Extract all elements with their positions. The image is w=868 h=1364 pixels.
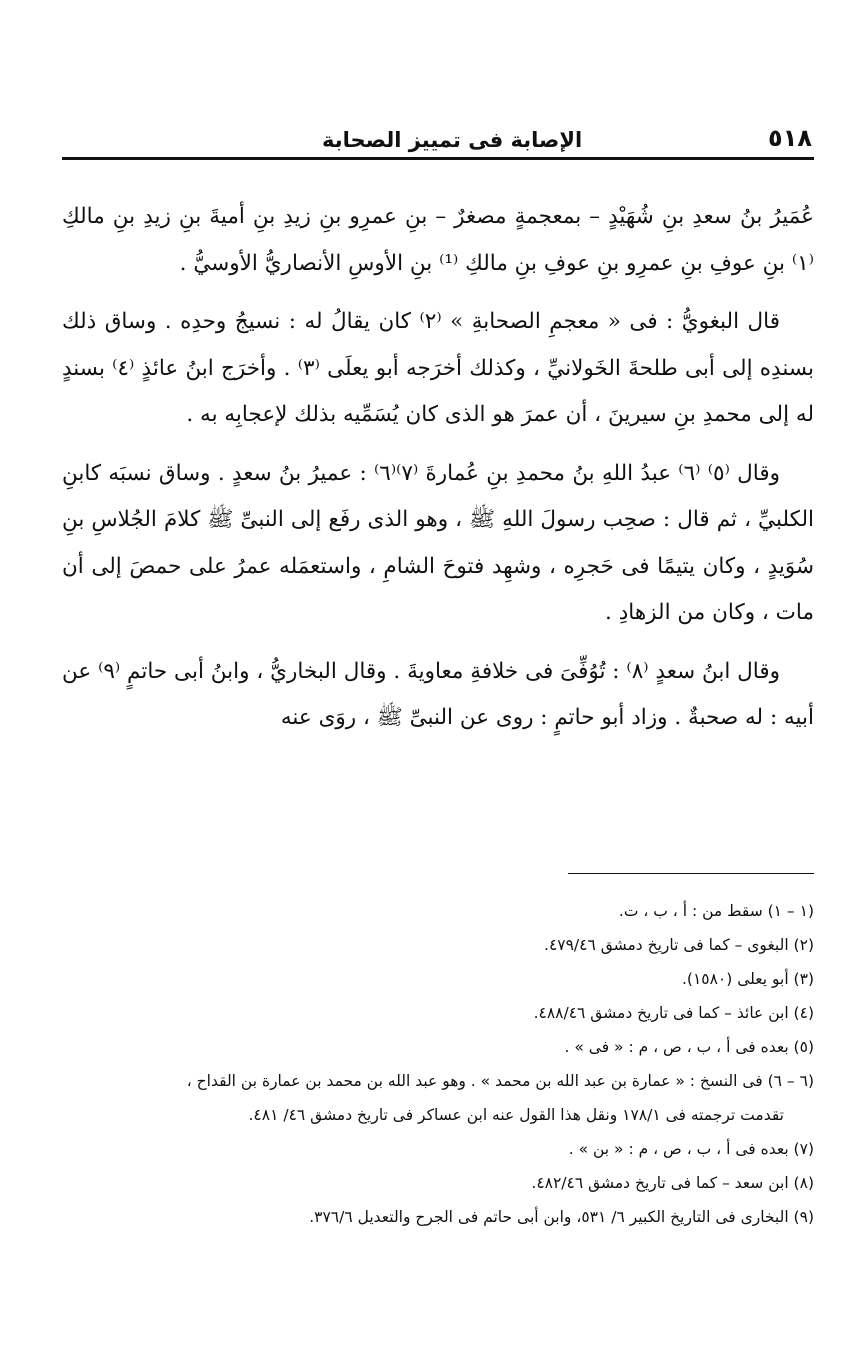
paragraph-baghawi: قال البغويُّ : فى « معجمِ الصحابةِ » ⁽٢⁾ كان يقالُ له : نسيجُ وحدِه . وساق ذلك بسندِه إلى أبى طلحةَ الخَولانيِّ ، وكذلك أخرَجه أبو يعلَى ⁽٣⁾ . وأخرَج ابنُ عائذٍ ⁽٤⁾ بسندٍ له إلى محمدِ بنِ سيرينَ ، أن عمرَ هو الذى كان يُسَمِّيه بذلك لإعجابِه به .: [62, 309, 814, 427]
footnote-8: (٨) ابن سعد – كما فى تاريخ دمشق ٤٨٢/٤٦.: [531, 1174, 814, 1192]
footnote-3: (٣) أبو يعلى (١٥٨٠).: [681, 970, 814, 988]
footnote-6: (٦ – ٦) فى النسخ : « عمارة بن عبد الله بن محمد » . وهو عبد الله بن محمد بن عمارة بن القداح ، تقدمت ترجمته فى ١٧٨/١ ونقل هذا القول عنه ابن عساكر فى تاريخ دمشق ٤٦/ ٤٨١.: [62, 1064, 814, 1132]
paragraph-ibn-saad: وقال ابنُ سعدٍ ⁽٨⁾ : تُوُفِّىَ فى خلافةِ معاويةَ . وقال البخاريُّ ، وابنُ أبى حاتمٍ ⁽٩⁾ عن أبيه : له صحبةٌ . وزاد أبو حاتمٍ : روى عن النبىِّ ﷺ ، روَى عنه: [62, 658, 814, 730]
footnotes: [62, 894, 814, 1234]
footnote-9: (٩) البخارى فى التاريخ الكبير ٦/ ٥٣١، وابن أبى حاتم فى الجرح والتعديل ٣٧٦/٦.: [309, 1208, 814, 1226]
footnote-1: (١ – ١) سقط من : أ ، ب ، ت.: [618, 902, 814, 920]
running-title: الإصابة فى تمييز الصحابة: [322, 128, 583, 152]
paragraph-biography: عُمَيرُ بنُ سعدِ بنِ شُهَيْدٍ – بمعجمةٍ مصغرٌ – بنِ عمرِو بنِ زيدِ بنِ أميةَ بنِ زيدِ بنِ مالكِ ⁽١⁾ بنِ عوفِ بنِ عمرِو بنِ عوفِ بنِ مالكِ ⁽¹⁾ بنِ الأوسِ الأنصاريُّ الأوسيُّ .: [62, 204, 814, 276]
main-text: [62, 194, 814, 754]
footnote-4: (٤) ابن عائذ – كما فى تاريخ دمشق ٤٨٨/٤٦.: [533, 1004, 814, 1022]
footnote-6-continuation: تقدمت ترجمته فى ١٧٨/١ ونقل هذا القول عنه ابن عساكر فى تاريخ دمشق ٤٦/ ٤٨١.: [248, 1106, 784, 1124]
footnote-7: (٧) بعده فى أ ، ب ، ص ، م : « بن » .: [568, 1140, 814, 1158]
footnote-2: (٢) البغوى – كما فى تاريخ دمشق ٤٧٩/٤٦.: [544, 936, 814, 954]
footnote-separator: [568, 873, 814, 874]
header-rule: [62, 157, 814, 160]
paragraph-abdullah: وقال ⁽٥⁾ ⁽٦⁾ عبدُ اللهِ بنُ محمدِ بنِ عُمارةَ ⁽٧⁾⁽٦⁾ : عميرُ بنُ سعدٍ . وساق نسبَه كابنِ الكلبيِّ ، ثم قال : صحِب رسولَ اللهِ ﷺ ، وهو الذى رفَع إلى النبىِّ ﷺ كلامَ الجُلاسِ بنِ سُوَيدٍ ، وكان يتيمًا فى حَجرِه ، وشهِد فتوحَ الشامِ ، واستعمَله عمرُ على حمصَ إلى أن مات ، وكان من الزهادِ .: [62, 460, 814, 625]
page-header: [62, 112, 812, 152]
footnote-5: (٥) بعده فى أ ، ب ، ص ، م : « فى » .: [564, 1038, 814, 1056]
page-number: ٥١٨: [768, 124, 812, 152]
